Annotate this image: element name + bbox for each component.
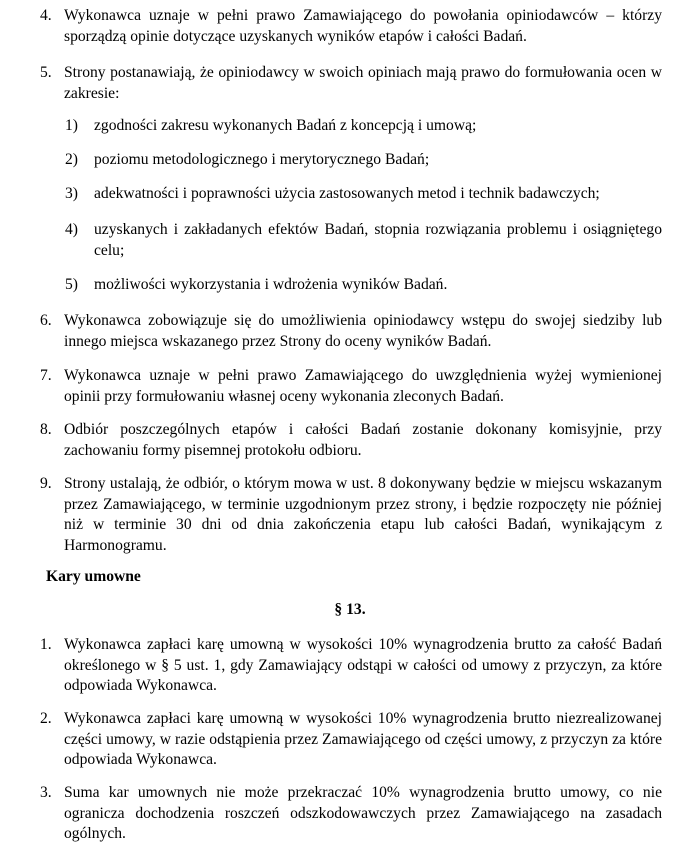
item-number: 3. — [40, 784, 52, 801]
section-heading: Kary umowne — [46, 568, 141, 585]
item-text: Odbiór poszczególnych etapów i całości Badań zostanie dokonany komisyjnie, przy zachowaniu formy pisemnej protokołu odbioru. — [64, 421, 662, 459]
sub-item-number: 3) — [65, 185, 78, 202]
sub-item-text: adekwatności i poprawności użycia zastosowanych metod i technik badawczych; — [94, 185, 600, 202]
item-text: Strony ustalają, że odbiór, o którym mowa w ust. 8 dokonywany będzie w miejscu wskazanym przez Zamawiającego, w terminie uzgodnionym przez strony, i będzie rozpoczęty nie później niż w terminie 30 dni od dnia zakończenia etapu lub całości Badań, wynikającym z Harmonogramu. — [64, 475, 662, 554]
sub-item-text: poziomu metodologicznego i merytorycznego Badań; — [94, 151, 430, 168]
sub-item-text: zgodności zakresu wykonanych Badań z koncepcją i umową; — [94, 117, 477, 134]
item-text: Wykonawca zapłaci karę umowną w wysokości 10% wynagrodzenia brutto za całość Badań określonego w § 5 ust. 1, gdy Zamawiający odstąpi w całości od umowy z przyczyn, za które odpowiada Wykonawca. — [64, 636, 662, 694]
item-text: Wykonawca zobowiązuje się do umożliwienia opiniodawcy wstępu do swojej siedziby lub innego miejsca wskazanego przez Strony do oceny wyników Badań. — [64, 312, 662, 350]
item-number: 4. — [40, 7, 52, 24]
item-number: 1. — [40, 636, 52, 653]
item-number: 7. — [40, 367, 52, 384]
item-number: 2. — [40, 710, 52, 727]
item-text: Wykonawca uznaje w pełni prawo Zamawiającego do uwzględnienia wyżej wymienionej opinii przy formułowaniu własnej oceny wykonania zleconych Badań. — [64, 367, 662, 405]
sub-item-number: 1) — [65, 117, 78, 134]
item-text: Suma kar umownych nie może przekraczać 10% wynagrodzenia brutto umowy, co nie ogranicza dochodzenia roszczeń odszkodowawczych przez Zamawiającego na zasadach ogólnych. — [64, 784, 662, 842]
sub-item-number: 2) — [65, 151, 78, 168]
sub-item-text: możliwości wykorzystania i wdrożenia wyników Badań. — [94, 276, 448, 293]
sub-item-number: 5) — [65, 276, 78, 293]
item-number: 9. — [40, 475, 52, 492]
paragraph-mark: § 13. — [334, 601, 366, 618]
sub-item-number: 4) — [65, 221, 78, 238]
item-number: 8. — [40, 421, 52, 438]
item-number: 6. — [40, 312, 52, 329]
item-text: Wykonawca uznaje w pełni prawo Zamawiającego do powołania opiniodawców – którzy sporządzą opinie dotyczące uzyskanych wyników etapów i całości Badań. — [64, 7, 662, 45]
sub-item-text: uzyskanych i zakładanych efektów Badań, stopnia rozwiązania problemu i osiągniętego celu; — [94, 221, 662, 259]
item-text: Wykonawca zapłaci karę umowną w wysokości 10% wynagrodzenia brutto niezrealizowanej części umowy, w razie odstąpienia przez Zamawiającego od części umowy, z przyczyn za które odpowiada Wykonawca. — [64, 710, 662, 768]
item-text: Strony postanawiają, że opiniodawcy w swoich opiniach mają prawo do formułowania ocen w zakresie: — [64, 64, 662, 102]
item-number: 5. — [40, 64, 52, 81]
